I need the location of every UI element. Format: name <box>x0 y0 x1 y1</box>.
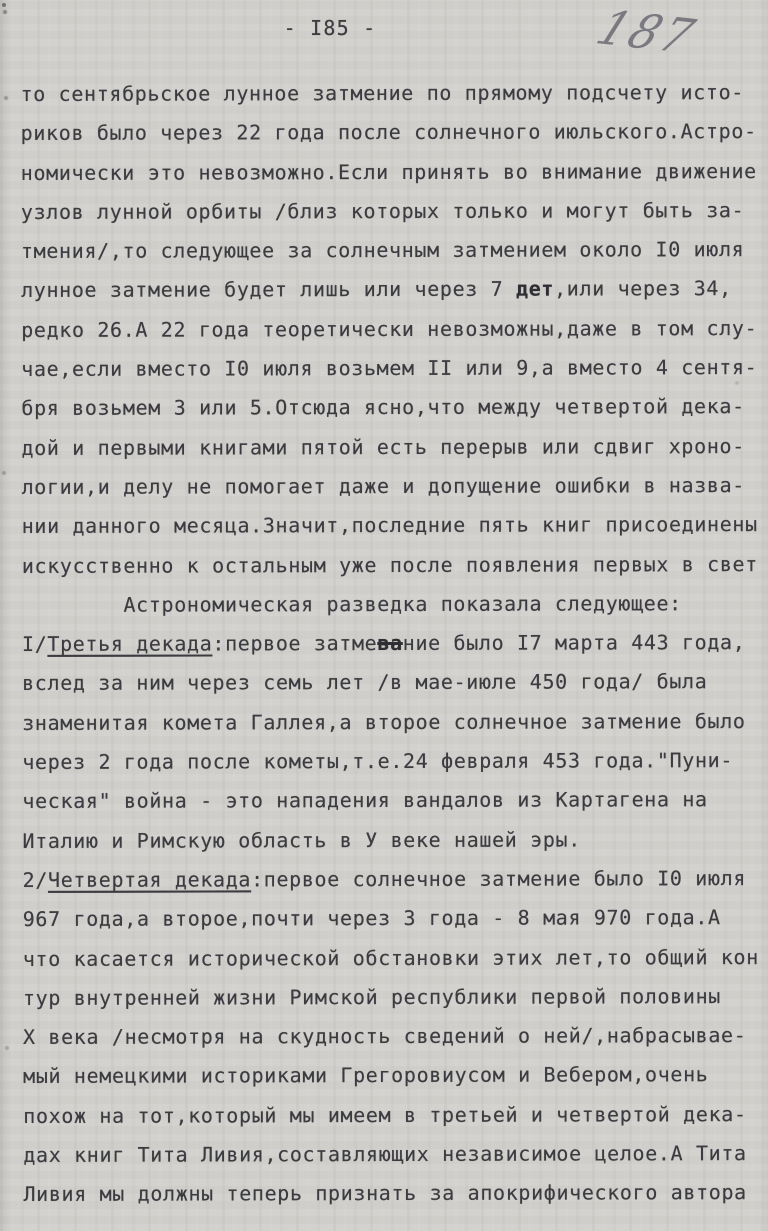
text-line <box>23 1173 768 1214</box>
handwritten-page-number: 187 <box>588 0 705 64</box>
text-segment: Х века /несмотря на скудность сведений о ней/,набрасывае- <box>22 1023 747 1050</box>
text-line <box>21 348 767 389</box>
text-block <box>21 73 768 1215</box>
text-segment: ческая" война - это нападения вандалов из Картагена на <box>22 787 708 814</box>
text-segment: 2/ <box>22 867 49 892</box>
text-segment: Ливия мы должны теперь признать за апокрифического автора <box>23 1180 747 1207</box>
text-line <box>22 466 768 507</box>
text-segment: Астрономическая разведка показала следующее: <box>21 591 682 617</box>
text-line <box>23 977 768 1018</box>
text-line <box>21 387 767 428</box>
text-segment: ва <box>377 631 403 656</box>
text-line <box>21 112 767 153</box>
text-line <box>23 1055 768 1096</box>
text-segment: дой и первыми книгами пятой есть перерыв или сдвиг хроно- <box>21 433 745 460</box>
text-segment: Италию и Римскую область в У веке нашей эры. <box>22 827 581 853</box>
text-line <box>23 1016 768 1057</box>
text-segment: логии,и делу не помогает даже и допущение ошибки в назва- <box>21 473 746 499</box>
text-line <box>21 230 767 271</box>
text-segment: дет <box>515 277 555 302</box>
underlined-heading-text: Третья декада <box>47 631 213 657</box>
text-segment: 967 года,а второе,почти через 3 года - 8 мая 970 года.А <box>22 905 721 932</box>
text-segment: риков было через 22 года после солнечного июльского.Астро- <box>20 119 757 146</box>
text-segment: похож на тот,который мы имеем в третьей и четвертой дека- <box>23 1101 747 1128</box>
text-segment: лунное затмение будет лишь или через 7 <box>21 277 517 303</box>
text-line <box>21 191 767 232</box>
text-segment: ние было I7 марта 443 года, <box>402 630 746 656</box>
text-line <box>21 73 767 114</box>
text-line <box>22 584 768 625</box>
text-line <box>23 938 768 979</box>
text-line <box>21 309 767 350</box>
text-line <box>21 152 767 193</box>
text-segment: мый немецкими историками Грегоровиусом и Вебером,очень <box>23 1062 709 1089</box>
text-segment: тур внутренней жизни Римской республики первой половины <box>22 983 721 1010</box>
text-line <box>22 780 768 821</box>
text-segment: I/ <box>21 632 48 657</box>
text-segment: :первое затме <box>212 631 378 656</box>
text-line <box>22 505 768 546</box>
text-line <box>21 427 767 468</box>
text-line <box>23 859 768 900</box>
text-segment: узлов лунной орбиты /близ которых только и могут быть за- <box>20 197 745 224</box>
text-line <box>23 898 768 939</box>
text-line <box>22 702 768 743</box>
text-segment: нии данного месяца.Значит,последние пять книг присоединены <box>21 512 758 539</box>
text-segment: бря возьмем 3 или 5.Отсюда ясно,что между четвертой дека- <box>21 394 745 421</box>
paper-specks <box>2 3 6 7</box>
text-segment: вслед за ним через семь лет /в мае-июле 450 года/ была <box>22 669 708 696</box>
text-segment: :первое солнечное затмение было I0 июля <box>251 866 747 892</box>
text-segment: знаменитая комета Галлея,а второе солнечное затмение было <box>22 708 746 735</box>
text-line <box>21 270 767 311</box>
text-line <box>23 1134 768 1175</box>
text-segment: что касается исторической обстановки этих лет,то общий кон <box>22 944 759 971</box>
text-line <box>22 820 768 861</box>
underlined-heading-text: Четвертая декада <box>47 867 252 892</box>
text-line <box>22 623 768 664</box>
text-segment: то сентябрьское лунное затмение по прямому подсчету исто- <box>20 80 744 106</box>
text-segment: искусственно к остальным уже после появления первых в свет <box>21 551 758 578</box>
text-segment: номически это невозможно.Если принять во внимание движение <box>20 158 757 185</box>
text-line <box>23 1095 768 1136</box>
text-line <box>22 662 768 703</box>
text-segment: ,или через 34, <box>554 276 732 302</box>
text-segment: дах книг Тита Ливия,составляющих независимое целое.А Тита <box>23 1141 747 1167</box>
text-line <box>22 545 768 586</box>
text-segment: через 2 года после кометы,т.е.24 февраля 453 года."Пуни- <box>22 748 734 775</box>
text-line <box>22 741 768 782</box>
text-segment: чае,если вместо I0 июля возьмем II или 9,а вместо 4 сентя- <box>21 355 758 382</box>
text-segment: тмения/,то следующее за солнечным затмением около I0 июля <box>20 237 745 264</box>
page-number-header: - I85 - <box>283 16 377 40</box>
text-segment: редко 26.А 22 года теоретически невозможны,даже в том слу- <box>21 315 758 342</box>
